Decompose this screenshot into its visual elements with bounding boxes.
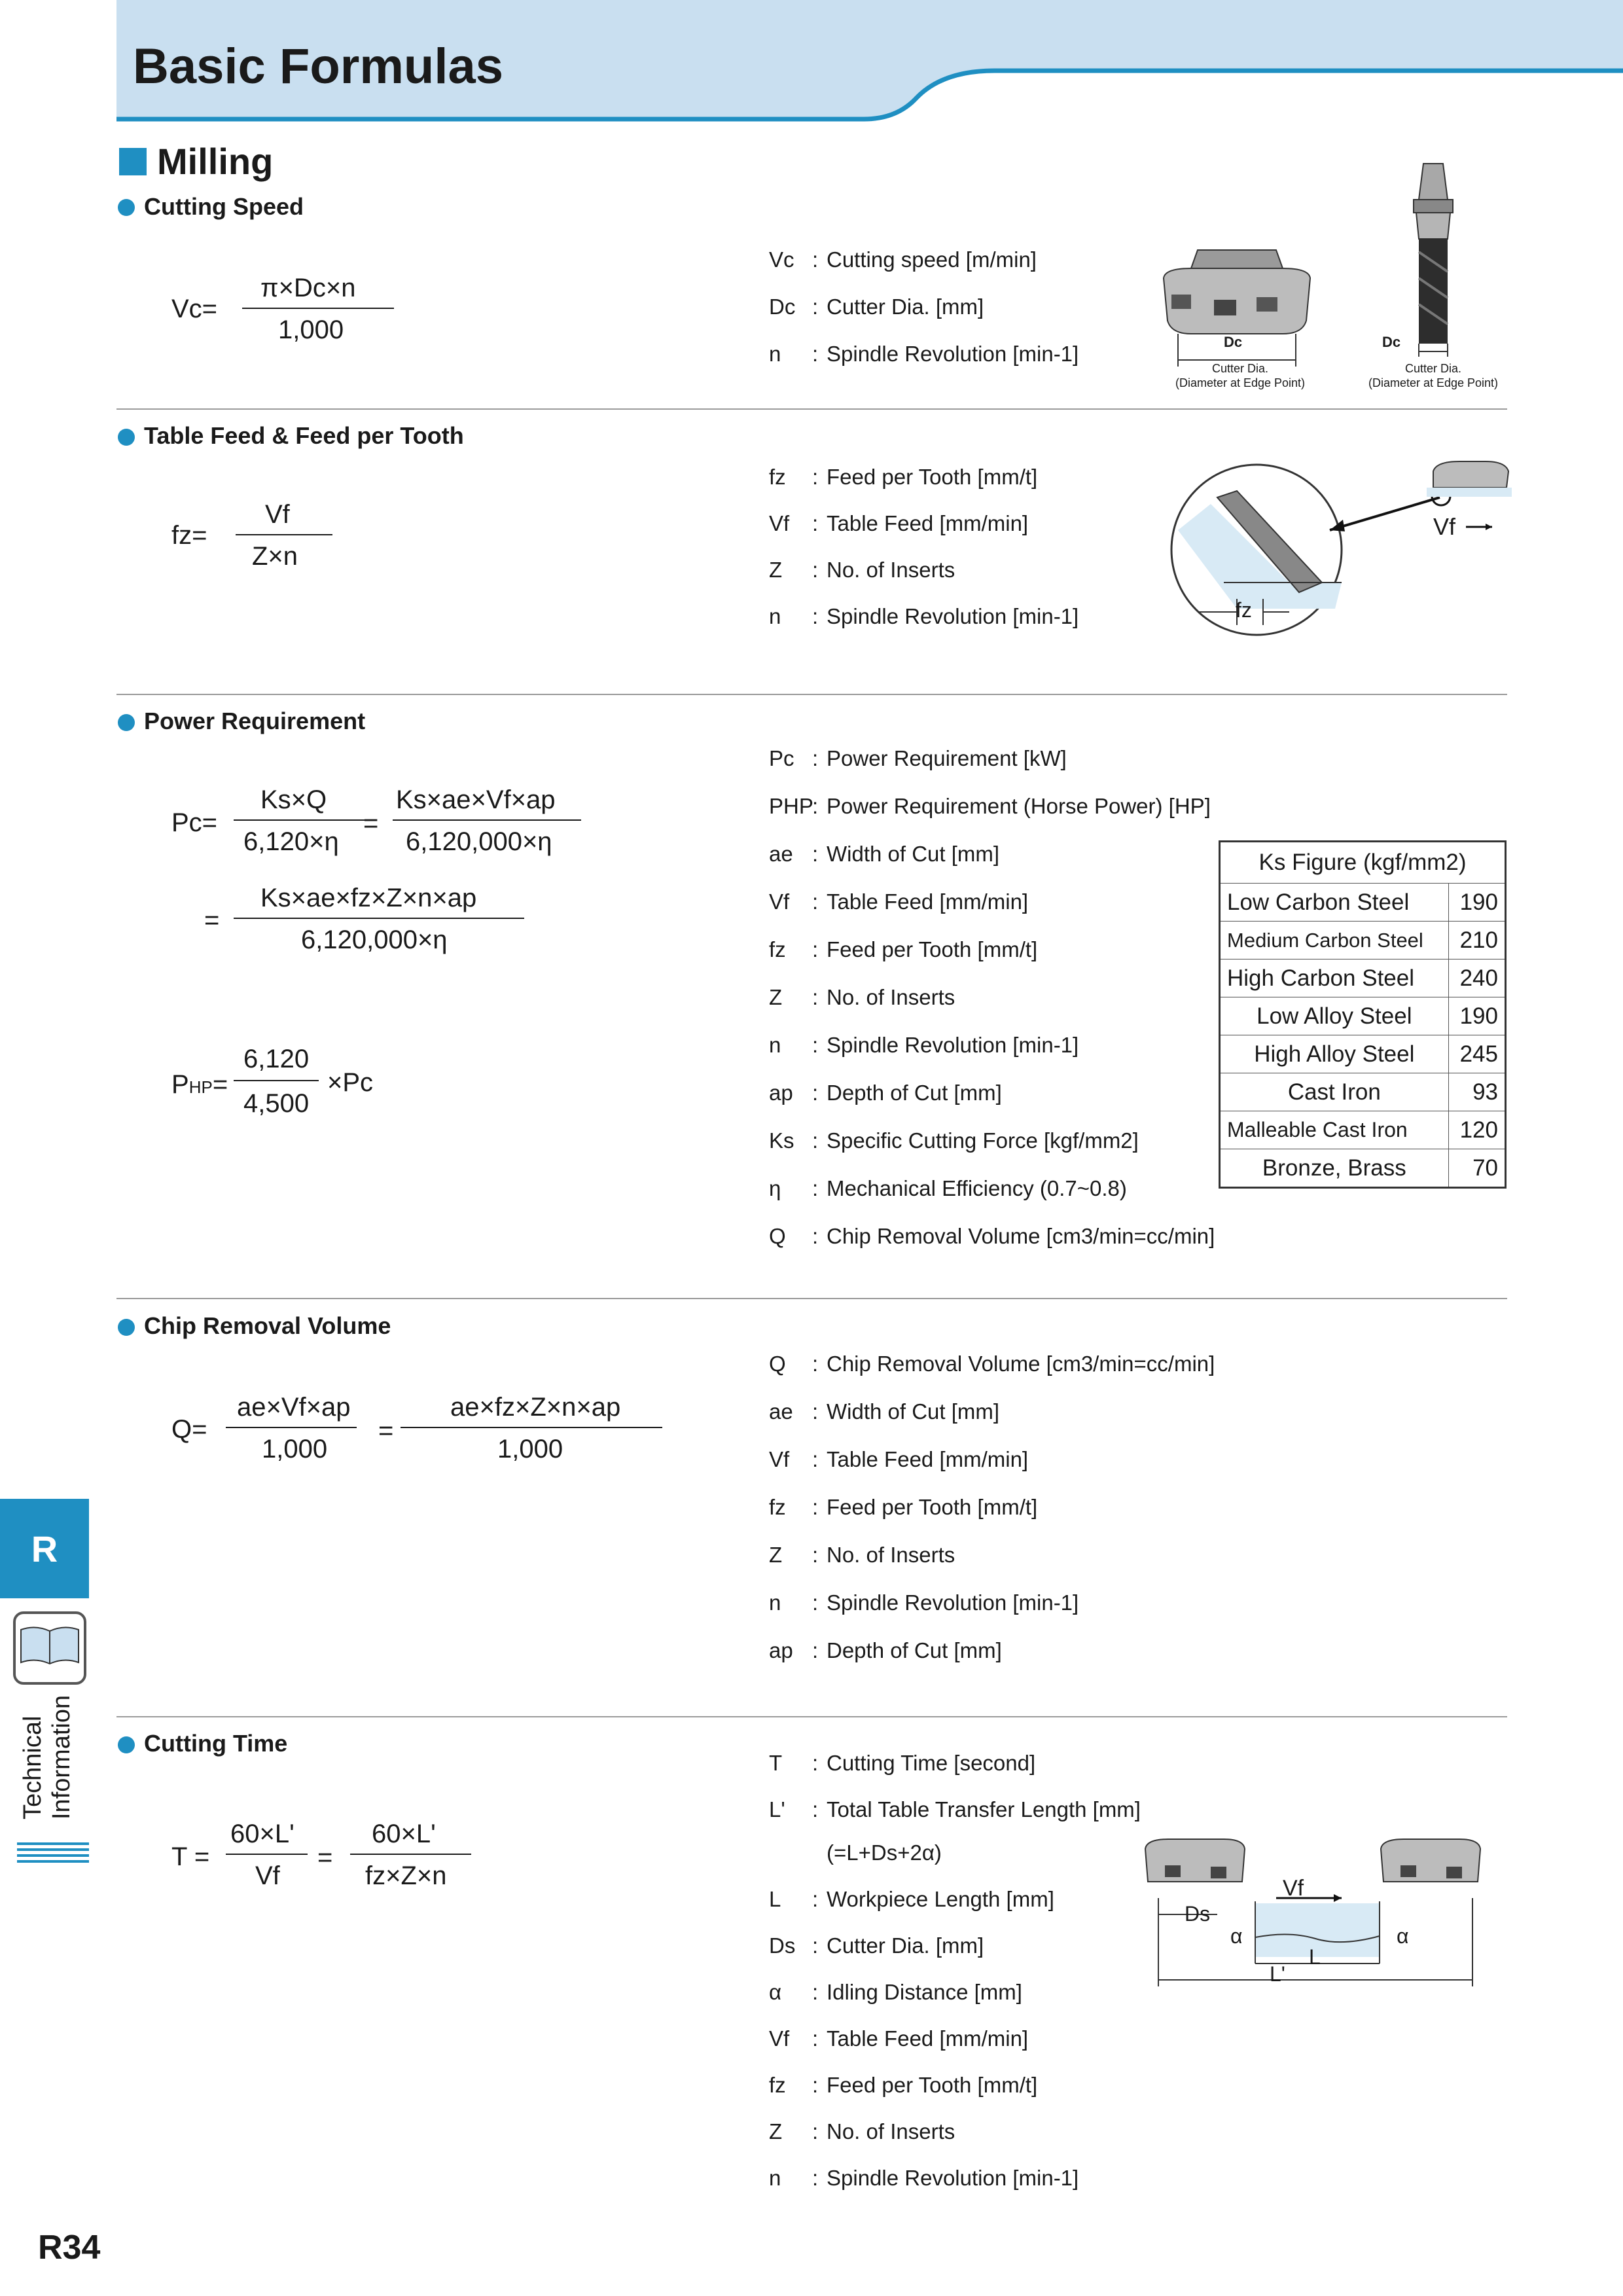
var-row: Pc : Power Requirement [kW] (769, 746, 1067, 770)
q-f1-num: ae×Vf×ap (237, 1393, 351, 1422)
t-f1-den: Vf (255, 1861, 280, 1890)
tf-vars (769, 465, 1079, 651)
cs-den: 1,000 (278, 315, 344, 344)
table-row: High Alloy Steel 245 (1220, 1035, 1506, 1073)
bullet-icon (118, 714, 135, 731)
equals: = (204, 906, 220, 935)
q-lhs: Q= (171, 1415, 207, 1444)
chip-title: Chip Removal Volume (144, 1312, 391, 1339)
table-row: Cast Iron 93 (1220, 1073, 1506, 1111)
book-icon (12, 1610, 88, 1686)
pc-f3-den: 6,120,000×η (301, 925, 448, 954)
table-row: Medium Carbon Steel 210 (1220, 922, 1506, 960)
var-row: Ds : Cutter Dia. [mm] (769, 1933, 984, 1958)
var-row: n : Spindle Revolution [min-1] (769, 1590, 1079, 1615)
t-f1-num: 60×L' (230, 1820, 294, 1848)
php-num: 6,120 (243, 1045, 310, 1073)
php-lhs: PHP= (171, 1070, 228, 1099)
equals: = (363, 809, 379, 838)
var-row: Vf : Table Feed [mm/min] (769, 2026, 1029, 2051)
tf-lhs: fz= (171, 521, 207, 550)
var-row: n : Spindle Revolution [min-1] (769, 2166, 1079, 2190)
var-row: η : Mechanical Efficiency (0.7~0.8) (769, 1176, 1127, 1200)
php-tail: ×Pc (327, 1068, 374, 1097)
var-row: n : Spindle Revolution [min-1] (769, 604, 1079, 628)
fig-label: Dc (1224, 334, 1243, 350)
fig-alpha-label: α (1230, 1924, 1243, 1948)
var-row: ae : Width of Cut [mm] (769, 842, 1000, 866)
var-row: fz : Feed per Tooth [mm/t] (769, 465, 1038, 489)
var-row: Dc : Cutter Dia. [mm] (769, 295, 984, 319)
var-row: n : Spindle Revolution [min-1] (769, 342, 1079, 366)
bullet-icon (118, 199, 135, 216)
table-row: Bronze, Brass 70 (1220, 1149, 1506, 1188)
power-vars (769, 746, 1215, 1272)
pc-lhs: Pc= (171, 808, 218, 837)
fig-caption: Cutter Dia. (Diameter at Edge Point) (1175, 362, 1306, 389)
q-f2-num: ae×fz×Z×n×ap (450, 1393, 621, 1422)
power-title: Power Requirement (144, 708, 366, 734)
var-row: ae : Width of Cut [mm] (769, 1399, 1000, 1424)
pc-f1-den: 6,120×η (243, 827, 339, 856)
fraction-line (234, 918, 524, 919)
fraction-line (236, 534, 332, 535)
feed-per-tooth-figure (1158, 452, 1512, 648)
var-row: fz : Feed per Tooth [mm/t] (769, 2073, 1038, 2097)
fraction-line (242, 308, 394, 309)
pc-f2-num: Ks×ae×Vf×ap (396, 785, 556, 814)
divider (116, 694, 1507, 695)
t-f2-num: 60×L' (372, 1820, 436, 1848)
cs-lhs: Vc= (171, 295, 218, 323)
var-row: Vf : Table Feed [mm/min] (769, 511, 1029, 535)
section-title: Milling (157, 141, 274, 182)
var-row: Z : No. of Inserts (769, 1543, 955, 1567)
fraction-line (393, 819, 581, 821)
fig-ds-label: Ds (1185, 1902, 1211, 1926)
divider (116, 1716, 1507, 1717)
bullet-icon (118, 1319, 135, 1336)
tf-num: Vf (265, 500, 290, 529)
fig-label: Dc (1382, 334, 1401, 350)
divider (116, 408, 1507, 410)
fig-vf-label: Vf (1433, 513, 1456, 540)
pc-f3-num: Ks×ae×fz×Z×n×ap (260, 884, 477, 912)
table-row: Low Carbon Steel 190 (1220, 884, 1506, 922)
page-number: R34 (38, 2229, 101, 2267)
var-row: ap : Depth of Cut [mm] (769, 1081, 1002, 1105)
fraction-line (350, 1854, 471, 1855)
var-row: PHP: Power Requirement (Horse Power) [HP] (769, 794, 1211, 818)
fig-alpha-label: α (1397, 1924, 1409, 1948)
ks-figure-table (1219, 840, 1507, 1189)
cs-num: π×Dc×n (260, 274, 356, 302)
end-mill-figure (1394, 160, 1472, 357)
section-marker (119, 148, 147, 175)
equals: = (317, 1843, 333, 1872)
fig-vf-label: Vf (1283, 1876, 1304, 1901)
bullet-icon (118, 1736, 135, 1753)
cs-vars (769, 247, 1079, 389)
var-row: Vf : Table Feed [mm/min] (769, 889, 1029, 914)
fig-l-label: L (1309, 1945, 1321, 1969)
fig-caption: Cutter Dia. (Diameter at Edge Point) (1368, 362, 1499, 389)
bullet-icon (118, 429, 135, 446)
var-row: Z : No. of Inserts (769, 985, 955, 1009)
var-row: Z : No. of Inserts (769, 2119, 955, 2144)
var-row: L : Workpiece Length [mm] (769, 1887, 1054, 1911)
fraction-line (401, 1427, 662, 1428)
fig-fz-label: fz (1236, 598, 1252, 622)
var-row: Q : Chip Removal Volume [cm3/min=cc/min] (769, 1224, 1215, 1248)
cutting-speed-title: Cutting Speed (144, 193, 304, 220)
var-row: Vf : Table Feed [mm/min] (769, 1447, 1029, 1471)
q-f2-den: 1,000 (497, 1435, 563, 1463)
var-row: Ks : Specific Cutting Force [kgf/mm2] (769, 1128, 1139, 1153)
var-row: Vc : Cutting speed [m/min] (769, 247, 1037, 272)
var-row: L' : Total Table Transfer Length [mm] (769, 1797, 1141, 1821)
chip-vars (769, 1352, 1215, 1686)
page-title: Basic Formulas (133, 39, 503, 94)
var-row: Z : No. of Inserts (769, 558, 955, 582)
table-row: High Carbon Steel 240 (1220, 960, 1506, 997)
table-row: Low Alloy Steel 190 (1220, 997, 1506, 1035)
var-row: n : Spindle Revolution [min-1] (769, 1033, 1079, 1057)
pc-f2-den: 6,120,000×η (406, 827, 552, 856)
t-lhs: T = (171, 1842, 210, 1871)
var-row: Q : Chip Removal Volume [cm3/min=cc/min] (769, 1352, 1215, 1376)
ks-table-header: Ks Figure (kgf/mm2) (1220, 842, 1506, 884)
var-row: fz : Feed per Tooth [mm/t] (769, 937, 1038, 961)
fig-lp-label: L' (1270, 1962, 1285, 1986)
side-stripes (17, 1842, 89, 1863)
divider (116, 1298, 1507, 1299)
fraction-line (234, 1080, 319, 1081)
table-row: Malleable Cast Iron 120 (1220, 1111, 1506, 1149)
pc-f1-num: Ks×Q (260, 785, 327, 814)
fraction-line (234, 819, 376, 821)
t-f2-den: fz×Z×n (365, 1861, 447, 1890)
q-f1-den: 1,000 (262, 1435, 328, 1463)
var-row: ap : Depth of Cut [mm] (769, 1638, 1002, 1662)
var-row: α : Idling Distance [mm] (769, 1980, 1022, 2004)
equals: = (378, 1416, 394, 1445)
php-den: 4,500 (243, 1089, 310, 1118)
side-tab-r[interactable]: R (0, 1499, 89, 1598)
var-row: (=L+Ds+2α) (827, 1840, 942, 1865)
table-feed-title: Table Feed & Feed per Tooth (144, 422, 464, 449)
var-row: T : Cutting Time [second] (769, 1751, 1036, 1775)
var-row: fz : Feed per Tooth [mm/t] (769, 1495, 1038, 1519)
tf-den: Z×n (252, 542, 298, 571)
fraction-line (226, 1427, 357, 1428)
face-mill-figure (1152, 242, 1322, 373)
side-tab-label: Technical Information (19, 1695, 75, 1820)
time-vars (769, 1751, 1141, 2212)
fraction-line (226, 1854, 308, 1855)
time-title: Cutting Time (144, 1730, 288, 1757)
